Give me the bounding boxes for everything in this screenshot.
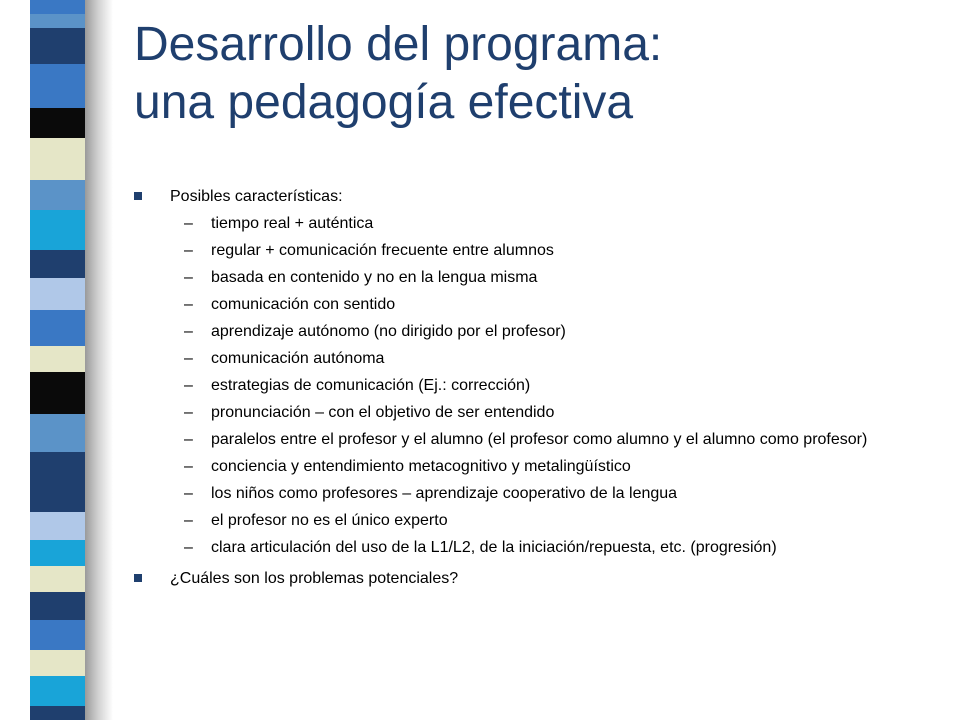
square-bullet-icon: [134, 192, 142, 200]
sub-bullet-text: el profesor no es el único experto: [211, 512, 448, 529]
stripe-block: [30, 28, 85, 46]
sub-bullet-text: basada en contenido y no en la lengua misma: [211, 269, 538, 286]
stripe-block: [30, 64, 85, 82]
sub-bullet-item: [134, 376, 934, 396]
stripe-block: [30, 372, 85, 414]
dash-bullet-icon: –: [184, 215, 193, 232]
sub-bullet-item: [134, 349, 934, 369]
dash-bullet-icon: –: [184, 350, 193, 367]
sub-bullet-text: clara articulación del uso de la L1/L2, de la iniciación/repuesta, etc. (progresión): [211, 539, 777, 556]
stripe-block: [30, 620, 85, 650]
stripe-block: [30, 452, 85, 478]
bullet-text: ¿Cuáles son los problemas potenciales?: [170, 570, 459, 587]
sub-bullet-item: [134, 430, 934, 450]
sub-bullet-item: [134, 295, 934, 315]
dash-bullet-icon: –: [184, 296, 193, 313]
dash-bullet-icon: –: [184, 242, 193, 259]
stripe-block: [30, 676, 85, 706]
dash-bullet-icon: –: [184, 323, 193, 340]
sub-bullet-item: [134, 214, 934, 234]
dash-bullet-icon: –: [184, 404, 193, 421]
bullet-item: [134, 565, 934, 592]
stripe-block: [30, 414, 85, 452]
stripe-shadow: [85, 0, 113, 720]
dash-bullet-icon: –: [184, 512, 193, 529]
dash-bullet-icon: –: [184, 458, 193, 475]
sub-bullet-text: estrategias de comunicación (Ej.: corrección): [211, 377, 531, 394]
sub-bullet-text: tiempo real + auténtica: [211, 215, 374, 232]
stripe-block: [30, 108, 85, 138]
sub-bullet-text: los niños como profesores – aprendizaje cooperativo de la lengua: [211, 485, 678, 502]
stripe-block: [30, 706, 85, 720]
sub-bullet-text: paralelos entre el profesor y el alumno (el profesor como alumno y el alumno como profesor): [211, 431, 868, 448]
sub-bullet-text: aprendizaje autónomo (no dirigido por el profesor): [211, 323, 566, 340]
sub-bullet-item: [134, 241, 934, 261]
sub-bullet-item: [134, 484, 934, 504]
stripe-block: [30, 540, 85, 566]
stripe-block: [30, 180, 85, 210]
dash-bullet-icon: –: [184, 269, 193, 286]
stripe-block: [30, 310, 85, 346]
sub-bullet-text: regular + comunicación frecuente entre alumnos: [211, 242, 554, 259]
sub-bullet-text: pronunciación – con el objetivo de ser entendido: [211, 404, 555, 421]
stripe-block: [30, 14, 85, 28]
sub-bullet-item: [134, 268, 934, 288]
stripe-block: [30, 650, 85, 676]
stripe-block: [30, 512, 85, 540]
sub-bullet-item: [134, 322, 934, 342]
stripe-block: [30, 138, 85, 180]
square-bullet-icon: [134, 574, 142, 582]
sub-bullet-text: conciencia y entendimiento metacognitivo y metalingüístico: [211, 458, 631, 475]
sub-bullet-item: [134, 511, 934, 531]
bullet-item: [134, 183, 934, 210]
slide-title: [134, 16, 662, 132]
sub-bullet-list: [134, 214, 934, 558]
stripe-block: [30, 478, 85, 512]
stripe-block: [30, 592, 85, 620]
stripe-block: [30, 250, 85, 278]
stripe-block: [30, 346, 85, 372]
stripe-block: [30, 278, 85, 310]
dash-bullet-icon: –: [184, 377, 193, 394]
title-line-2: una pedagogía efectiva: [134, 76, 634, 129]
sub-bullet-item: [134, 457, 934, 477]
bullet-text: Posibles características:: [170, 188, 343, 205]
title-line-1: Desarrollo del programa:: [134, 18, 663, 71]
sub-bullet-item: [134, 538, 934, 558]
sub-bullet-text: comunicación autónoma: [211, 350, 385, 367]
stripe-block: [30, 210, 85, 250]
sub-bullet-text: comunicación con sentido: [211, 296, 396, 313]
dash-bullet-icon: –: [184, 539, 193, 556]
stripe-block: [30, 566, 85, 592]
dash-bullet-icon: –: [184, 431, 193, 448]
decorative-stripe: [30, 0, 85, 720]
bullet-list: [134, 183, 934, 592]
stripe-block: [30, 82, 85, 108]
sub-bullet-item: [134, 403, 934, 423]
stripe-block: [30, 0, 85, 14]
dash-bullet-icon: –: [184, 485, 193, 502]
stripe-block: [30, 46, 85, 64]
